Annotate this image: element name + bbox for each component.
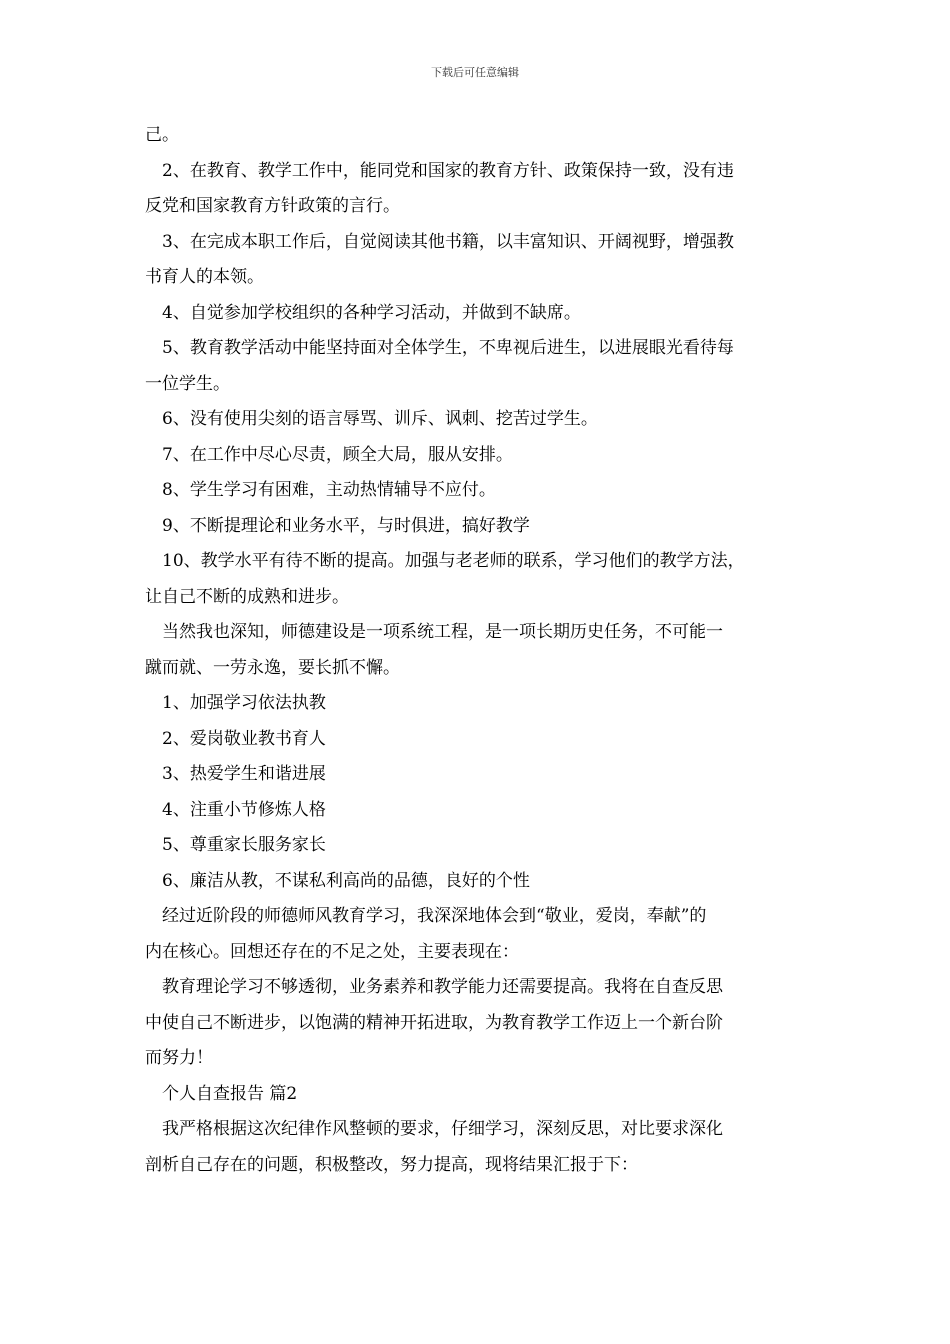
text-line: 7、在工作中尽心尽责，顾全大局，服从安排。 bbox=[162, 444, 513, 465]
text-line: 1、加强学习依法执教 bbox=[162, 693, 326, 713]
text-line: 2、在教育、教学工作中，能同党和国家的教育方针、政策保持一致，没有违 bbox=[162, 160, 734, 181]
text-line: 一位学生。 bbox=[145, 373, 230, 394]
text-line: 己。 bbox=[145, 125, 179, 145]
text-line: 9、不断提理论和业务水平，与时俱进，搞好教学 bbox=[162, 515, 530, 536]
text-line: 书育人的本领。 bbox=[145, 267, 264, 287]
text-line: 4、自觉参加学校组织的各种学习活动，并做到不缺席。 bbox=[162, 302, 581, 323]
text-line: 10、教学水平有待不断的提高。加强与老老师的联系，学习他们的教学方法， bbox=[162, 551, 745, 571]
text-line: 而努力！ bbox=[145, 1048, 213, 1068]
text-line: 我严格根据这次纪律作风整顿的要求，仔细学习，深刻反思，对比要求深化 bbox=[162, 1119, 723, 1139]
text-line: 2、爱岗敬业教书育人 bbox=[162, 728, 326, 749]
text-line: 5、教育教学活动中能坚持面对全体学生，不卑视后进生，以进展眼光看待每 bbox=[162, 338, 734, 358]
text-line: 中使自己不断进步，以饱满的精神开拓进取，为教育教学工作迈上一个新台阶 bbox=[145, 1012, 723, 1033]
text-line: 让自己不断的成熟和进步。 bbox=[145, 586, 349, 607]
text-line: 内在核心。回想还存在的不足之处，主要表现在： bbox=[145, 941, 519, 962]
page-header: 下载后可任意编辑 bbox=[431, 66, 519, 79]
text-line: 个人自查报告 篇2 bbox=[162, 1083, 298, 1104]
text-line: 剖析自己存在的问题，积极整改，努力提高，现将结果汇报于下： bbox=[145, 1154, 638, 1175]
text-line: 4、注重小节修炼人格 bbox=[162, 799, 326, 820]
text-line: 6、廉洁从教，不谋私利高尚的品德，良好的个性 bbox=[162, 870, 530, 891]
text-line: 反党和国家教育方针政策的言行。 bbox=[145, 196, 400, 216]
text-line: 3、在完成本职工作后，自觉阅读其他书籍，以丰富知识、开阔视野，增强教 bbox=[162, 231, 734, 252]
text-line: 6、没有使用尖刻的语言辱骂、训斥、讽刺、挖苦过学生。 bbox=[162, 409, 598, 429]
text-line: 经过近阶段的师德师风教育学习，我深深地体会到“敬业，爱岗，奉献”的 bbox=[162, 906, 707, 926]
text-line: 8、学生学习有困难，主动热情辅导不应付。 bbox=[162, 480, 496, 500]
text-line: 当然我也深知，师德建设是一项系统工程，是一项长期历史任务，不可能一 bbox=[162, 622, 723, 642]
text-line: 蹴而就、一劳永逸，要长抓不懈。 bbox=[145, 657, 400, 678]
text-line: 教育理论学习不够透彻，业务素养和教学能力还需要提高。我将在自查反思 bbox=[162, 977, 723, 997]
text-line: 5、尊重家长服务家长 bbox=[162, 835, 326, 855]
document-body bbox=[145, 118, 817, 1183]
text-line: 3、热爱学生和谐进展 bbox=[162, 764, 326, 784]
